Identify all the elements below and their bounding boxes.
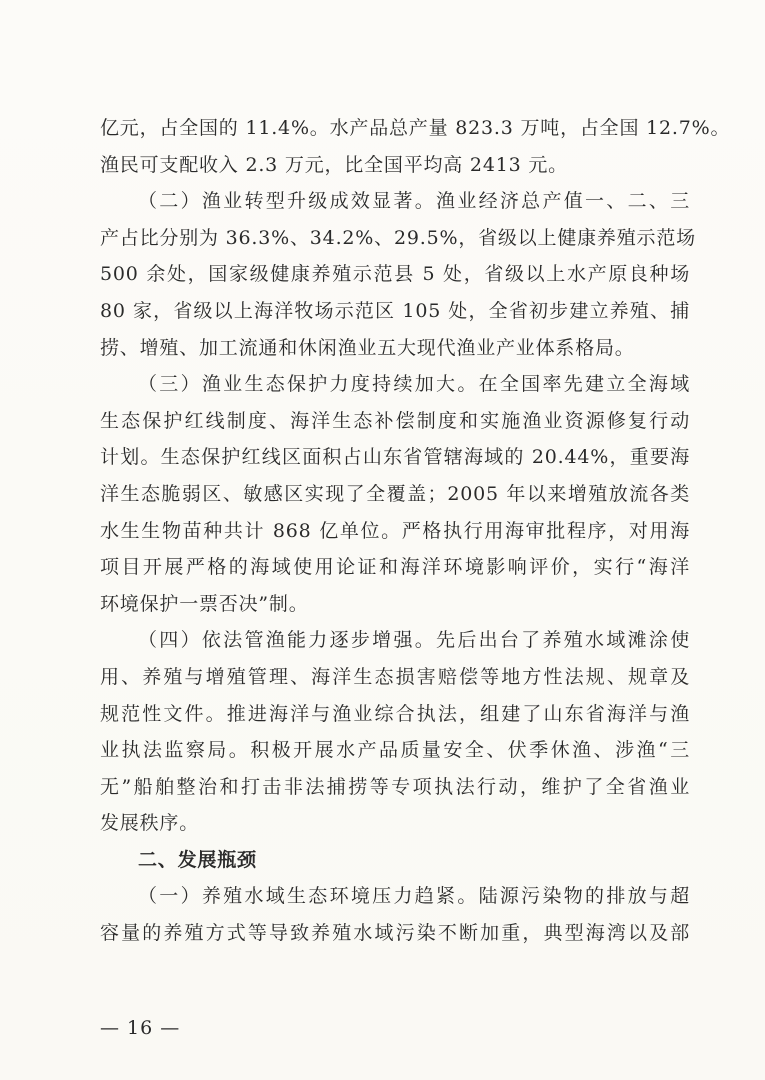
- body-line: 渔民可支配收入 2.3 万元，比全国平均高 2413 元。: [100, 153, 568, 176]
- body-line: 发展秩序。: [100, 812, 200, 835]
- body-line: 水生生物苗种共计 868 亿单位。严格执行用海审批程序，对用海: [100, 519, 690, 542]
- body-line: 用、养殖与增殖管理、海洋生态损害赔偿等地方性法规、规章及: [100, 665, 690, 688]
- section-line: （四）依法管渔能力逐步增强。先后出台了养殖水域滩涂使: [138, 629, 690, 652]
- body-line: 计划。生态保护红线区面积占山东省管辖海域的 20.44%，重要海: [100, 446, 690, 469]
- page-number: — 16 —: [100, 1017, 181, 1039]
- body-line: 规范性文件。推进海洋与渔业综合执法，组建了山东省海洋与渔: [100, 702, 690, 725]
- body-line: 洋生态脆弱区、敏感区实现了全覆盖；2005 年以来增殖放流各类: [100, 482, 690, 505]
- body-line: 500 余处，国家级健康养殖示范县 5 处，省级以上水产原良种场: [100, 263, 690, 286]
- section-line: （三）渔业生态保护力度持续加大。在全国率先建立全海域: [138, 373, 690, 396]
- body-line: 产占比分别为 36.3%、34.2%、29.5%，省级以上健康养殖示范场: [100, 226, 696, 249]
- body-line: 项目开展严格的海域使用论证和海洋环境影响评价，实行“海洋: [100, 556, 690, 579]
- section-line: （一）养殖水域生态环境压力趋紧。陆源污染物的排放与超: [138, 885, 690, 908]
- body-line: 容量的养殖方式等导致养殖水域污染不断加重，典型海湾以及部: [100, 922, 690, 945]
- document-body: [100, 110, 731, 952]
- body-line: 亿元，占全国的 11.4%。水产品总产量 823.3 万吨，占全国 12.7%。: [100, 117, 731, 139]
- body-line: 捞、增殖、加工流通和休闲渔业五大现代渔业产业体系格局。: [100, 336, 635, 359]
- body-line: 环境保护一票否决”制。: [100, 592, 309, 615]
- body-line: 业执法监察局。积极开展水产品质量安全、伏季休渔、涉渔“三: [100, 739, 690, 762]
- section-line: （二）渔业转型升级成效显著。渔业经济总产值一、二、三: [138, 190, 690, 213]
- body-line: 生态保护红线制度、海洋生态补偿制度和实施渔业资源修复行动: [100, 409, 690, 432]
- section-heading: 二、发展瓶颈: [138, 848, 257, 871]
- body-line: 80 家，省级以上海洋牧场示范区 105 处，全省初步建立养殖、捕: [100, 299, 690, 322]
- body-line: 无”船舶整治和打击非法捕捞等专项执法行动，维护了全省渔业: [100, 775, 690, 798]
